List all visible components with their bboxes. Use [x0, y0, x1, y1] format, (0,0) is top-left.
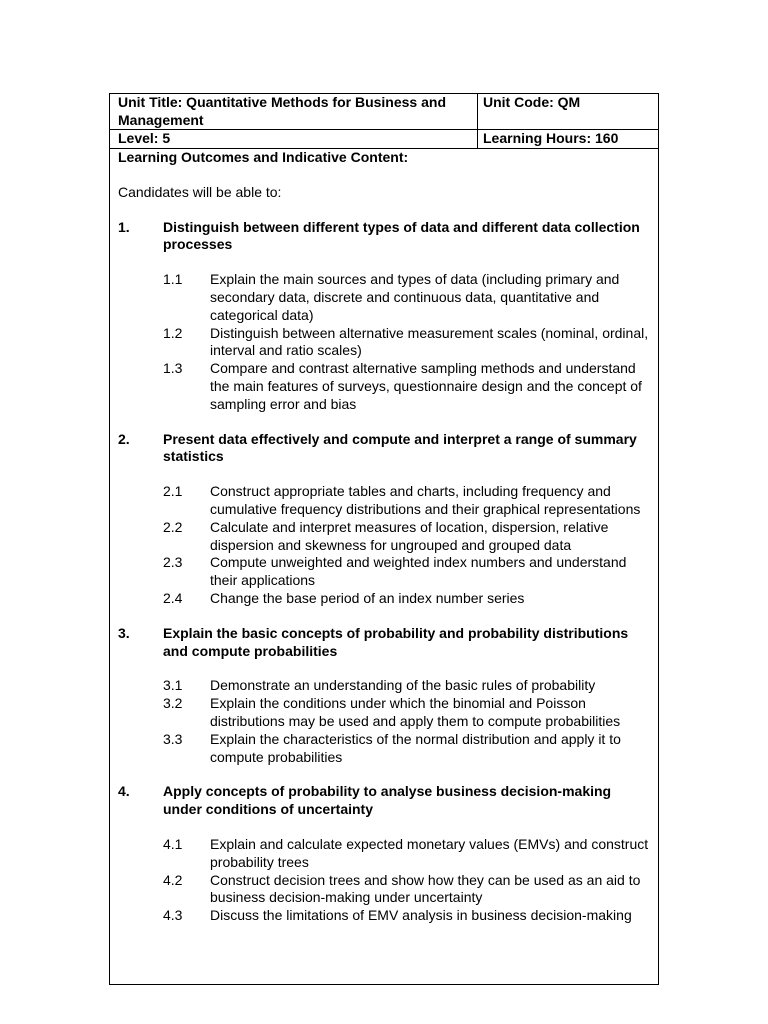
indicative-content-item [118, 271, 652, 324]
learning-outcome [118, 431, 652, 608]
outcome-title-row [118, 431, 652, 467]
indicative-content-item [118, 836, 652, 872]
indicative-content-list [118, 836, 652, 925]
outcome-title: Explain the basic concepts of probability and probability distributions and compute probabilities [163, 624, 629, 659]
indicative-content-item [118, 872, 652, 908]
indicative-content-list [118, 483, 652, 608]
item-text: Construct appropriate tables and charts, including frequency and cumulative frequency distributions and their graphical representations [210, 483, 641, 517]
outcome-title: Apply concepts of probability to analyse business decision-making under conditions of uncertainty [163, 783, 612, 818]
outcome-number: 2. [118, 430, 130, 447]
outcome-title: Distinguish between different types of data and different data collection processes [163, 218, 640, 253]
item-number: 3.2 [163, 695, 183, 712]
item-number: 1.1 [163, 271, 183, 288]
item-text: Demonstrate an understanding of the basic rules of probability [210, 677, 596, 694]
item-number: 3.1 [163, 677, 183, 694]
item-text: Compare and contrast alternative sampling methods and understand the main features of surveys, questionnaire design and the concept of sampling error and bias [210, 360, 642, 412]
indicative-content-item [118, 360, 652, 413]
outcome-title-row [118, 783, 652, 819]
item-text: Distinguish between alternative measurement scales (nominal, ordinal, interval and ratio scales) [210, 324, 649, 359]
item-text: Explain the main sources and types of data (including primary and secondary data, discrete and continuous data, quantitative and categorical data) [210, 271, 620, 323]
item-number: 4.1 [163, 835, 183, 852]
indicative-content-item [118, 731, 652, 767]
indicative-content-item [118, 554, 652, 590]
unit-code: Unit Code: QM [483, 94, 581, 110]
section-heading: Learning Outcomes and Indicative Content: [118, 149, 409, 165]
item-number: 2.2 [163, 518, 183, 535]
item-text: Compute unweighted and weighted index numbers and understand their applications [210, 554, 627, 589]
item-number: 2.3 [163, 554, 183, 571]
indicative-content-item [118, 519, 652, 555]
learning-hours: Learning Hours: 160 [483, 130, 619, 146]
item-text: Explain and calculate expected monetary values (EMVs) and construct probability trees [210, 835, 649, 870]
outcome-number: 3. [118, 624, 130, 641]
learning-outcome [118, 219, 652, 414]
item-number: 2.4 [163, 589, 183, 606]
indicative-content-item [118, 907, 652, 925]
indicative-content-item [118, 677, 652, 695]
outcome-title: Present data effectively and compute and interpret a range of summary statistics [163, 430, 637, 465]
learning-outcome [118, 783, 652, 925]
item-text: Construct decision trees and show how they can be used as an aid to business decision-making under uncertainty [210, 871, 641, 906]
indicative-content-item [118, 483, 652, 519]
indicative-content-item [118, 695, 652, 731]
unit-title: Unit Title: Quantitative Methods for Business and Management [118, 94, 446, 128]
unit-spec-table [109, 93, 659, 985]
item-number: 1.2 [163, 324, 183, 341]
outcome-number: 4. [118, 783, 130, 800]
outcome-title-row [118, 625, 652, 661]
item-text: Calculate and interpret measures of location, dispersion, relative dispersion and skewness for ungrouped and grouped data [210, 518, 609, 553]
item-text: Change the base period of an index number series [210, 589, 525, 606]
item-number: 2.1 [163, 483, 183, 500]
indicative-content-item [118, 590, 652, 608]
level: Level: 5 [118, 130, 171, 146]
indicative-content-item [118, 325, 652, 361]
column-divider [477, 94, 478, 149]
intro-text: Candidates will be able to: [118, 183, 282, 200]
item-text: Explain the characteristics of the normal distribution and apply it to compute probabilities [210, 730, 621, 765]
indicative-content-list [118, 271, 652, 413]
item-number: 4.3 [163, 907, 183, 924]
item-number: 4.2 [163, 871, 183, 888]
learning-outcomes-section [118, 149, 652, 925]
outcome-number: 1. [118, 218, 130, 235]
item-number: 3.3 [163, 730, 183, 747]
learning-outcome [118, 625, 652, 767]
outcome-title-row [118, 219, 652, 255]
item-text: Explain the conditions under which the binomial and Poisson distributions may be used and apply them to compute probabilities [210, 695, 621, 729]
outcomes-list [118, 219, 652, 925]
item-number: 1.3 [163, 360, 183, 377]
indicative-content-list [118, 677, 652, 766]
item-text: Discuss the limitations of EMV analysis in business decision-making [210, 907, 632, 924]
